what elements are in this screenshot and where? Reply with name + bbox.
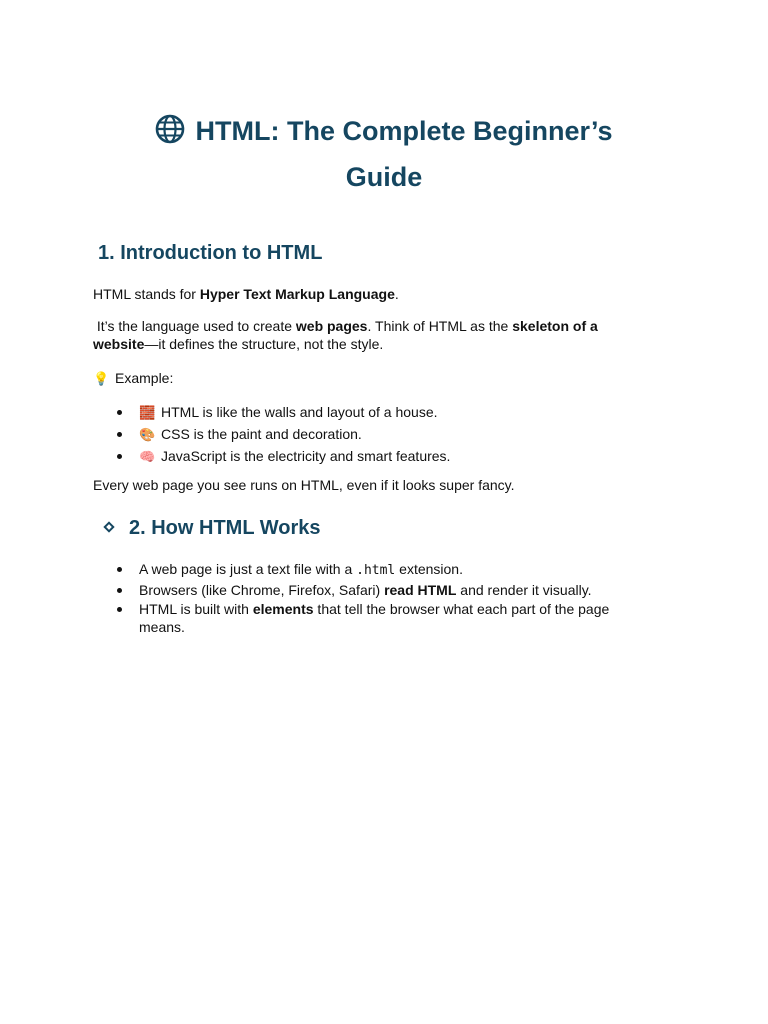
light-bulb-icon: 💡 bbox=[93, 372, 110, 387]
list-item bbox=[93, 560, 653, 580]
language-prefix: It’s the language used to create bbox=[93, 318, 296, 334]
how-html-works-list bbox=[93, 560, 653, 637]
section-heading-text: 2. How HTML Works bbox=[129, 517, 321, 539]
list-item-text: that tell the browser what each part of the page means. bbox=[139, 601, 610, 635]
list-item-text: and render it visually. bbox=[456, 582, 592, 598]
list-item bbox=[93, 600, 653, 636]
stands-for-bold: Hyper Text Markup Language bbox=[199, 286, 395, 302]
list-item-text: Browsers (like Chrome, Firefox, Safari) bbox=[139, 582, 385, 598]
example-label-line bbox=[93, 369, 653, 389]
list-item-text: JavaScript is the electricity and smart features. bbox=[161, 448, 451, 464]
stands-for-suffix: . bbox=[394, 286, 399, 302]
list-item-bold: elements bbox=[252, 601, 314, 617]
list-item bbox=[93, 581, 653, 599]
stands-for-prefix: HTML stands for bbox=[93, 286, 200, 302]
stands-for-paragraph bbox=[93, 285, 653, 303]
list-item-text: CSS is the paint and decoration. bbox=[161, 426, 362, 442]
closing-paragraph: Every web page you see runs on HTML, even if it looks super fancy. bbox=[93, 477, 515, 493]
globe-icon bbox=[155, 114, 185, 156]
palette-icon: 🎨 bbox=[139, 428, 156, 443]
list-item-text: extension. bbox=[395, 561, 463, 577]
list-item bbox=[93, 425, 653, 445]
brain-icon: 🧠 bbox=[139, 450, 156, 465]
language-bold-web-pages: web pages bbox=[295, 318, 368, 334]
list-item-bold: read HTML bbox=[384, 582, 457, 598]
list-item bbox=[93, 447, 653, 467]
language-paragraph bbox=[93, 317, 653, 353]
language-middle: . Think of HTML as the bbox=[367, 318, 513, 334]
list-item-text: HTML is built with bbox=[139, 601, 253, 617]
language-suffix: —it defines the structure, not the style. bbox=[144, 336, 384, 352]
list-item bbox=[93, 403, 653, 423]
section-heading-introduction: 1. Introduction to HTML bbox=[98, 242, 323, 264]
page-title-text: HTML: The Complete Beginner’s Guide bbox=[195, 116, 613, 192]
page-title bbox=[120, 110, 648, 198]
example-list bbox=[93, 403, 653, 469]
language-bold-skeleton: skeleton of a website bbox=[93, 318, 598, 352]
list-item-text: A web page is just a text file with a bbox=[139, 561, 357, 577]
list-item-text: HTML is like the walls and layout of a house. bbox=[161, 404, 438, 420]
bricks-icon: 🧱 bbox=[139, 406, 156, 421]
diamond-icon bbox=[103, 522, 114, 533]
example-label: Example: bbox=[115, 370, 174, 386]
code-snippet: .html bbox=[356, 563, 396, 578]
section-heading-how-html-works bbox=[101, 515, 321, 541]
